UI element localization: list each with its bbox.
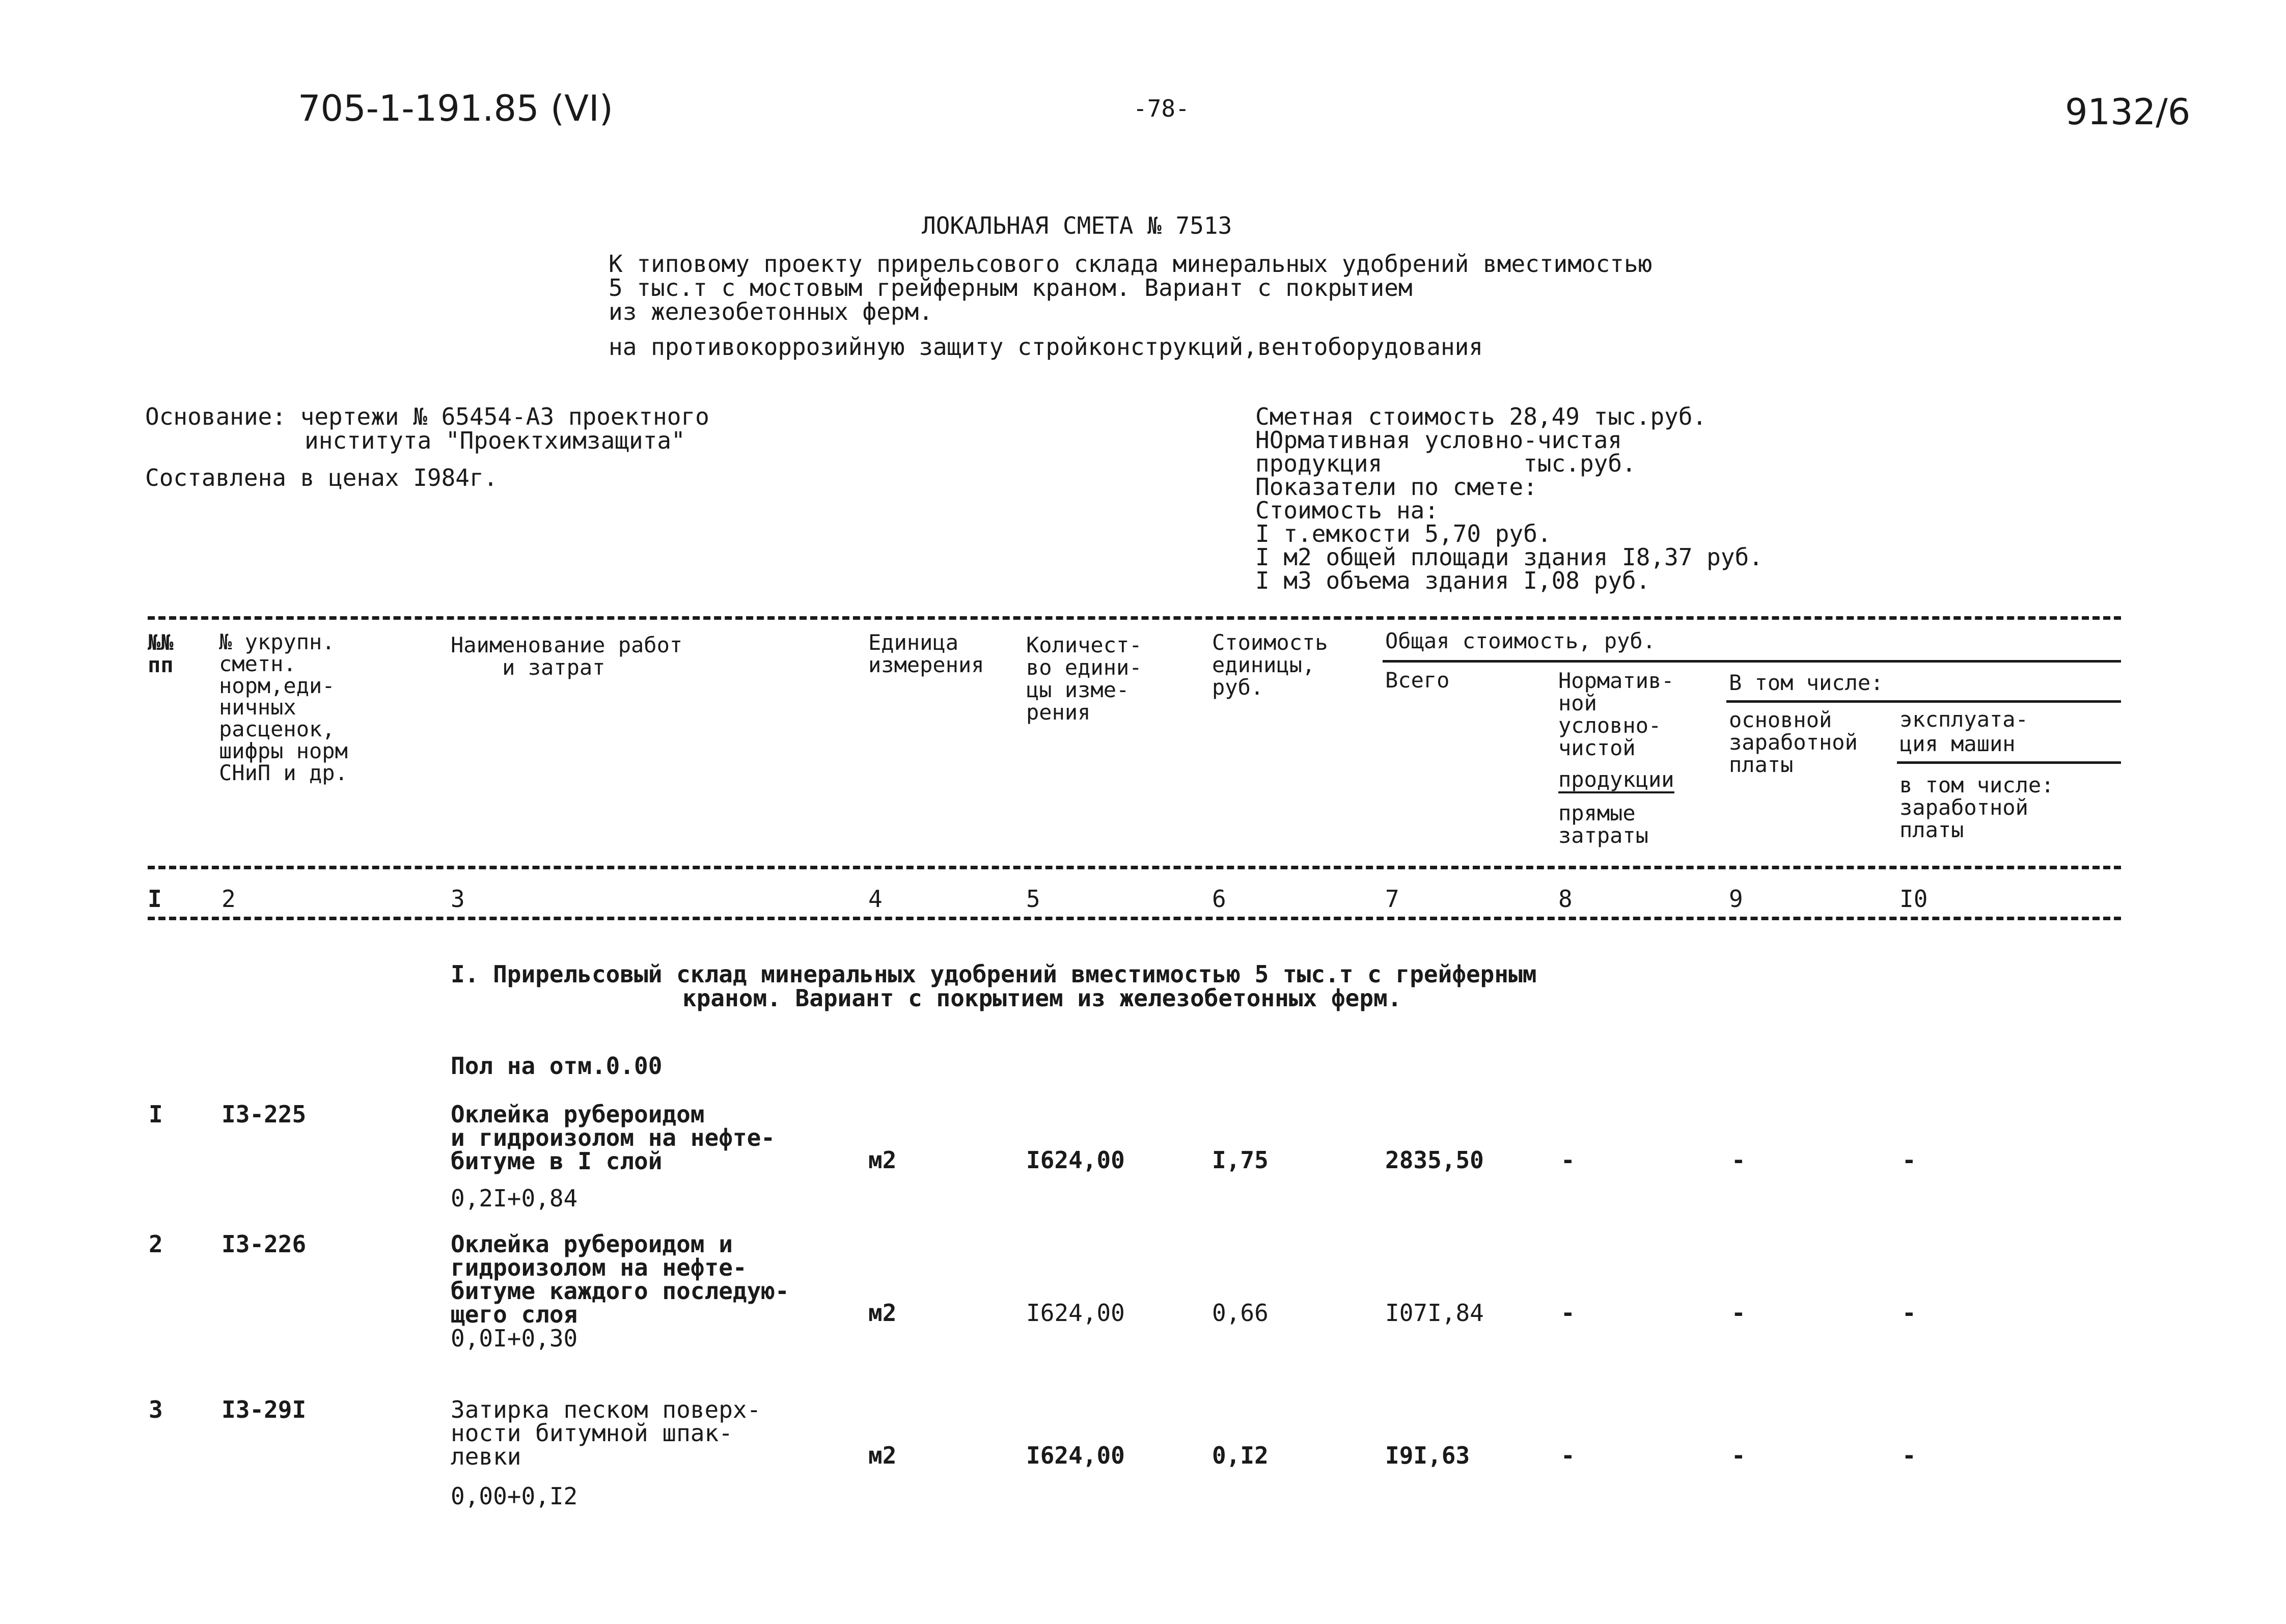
page-number: -78-	[1133, 95, 1190, 122]
summary-line-1: Сметная стоимость 28,49 тыс.руб.	[1255, 403, 1707, 430]
basis-line-2: института "Проектхимзащита"	[305, 427, 685, 454]
header-col-8-direct: прямые затраты	[1558, 801, 1649, 848]
base-wages: -	[1731, 1299, 1746, 1327]
column-number-5: 5	[1026, 885, 1040, 913]
summary-line-6: I т.емкости 5,70 руб.	[1255, 520, 1552, 547]
column-number-4: 4	[868, 885, 883, 913]
header-col-2: № укрупн. сметн. норм,еди- ничных расценок, шифры норм СНиП и др.	[219, 629, 348, 785]
header-bottom-rule	[148, 866, 2121, 869]
unit-cost: 0,I2	[1212, 1442, 1269, 1469]
row-number: I	[149, 1100, 163, 1128]
unit-price-formula: 0,2I+0,84	[451, 1185, 578, 1212]
machine-operation: -	[1902, 1299, 1916, 1327]
machines-rule	[1897, 761, 2121, 764]
title-line-3: из железобетонных ферм.	[609, 298, 933, 325]
column-number-9: 9	[1729, 885, 1743, 913]
summary-line-7: I м2 общей площади здания I8,37 руб.	[1255, 543, 1763, 571]
machine-operation: -	[1902, 1442, 1916, 1469]
basis-line-1: Основание: чертежи № 65454-АЗ проектного	[145, 403, 709, 430]
summary-line-3: продукция тыс.руб.	[1255, 450, 1636, 477]
normative-production: -	[1561, 1442, 1575, 1469]
header-col-6: Стоимость единицы, руб.	[1212, 630, 1328, 700]
header-col-9: основной заработной платы	[1729, 707, 1858, 778]
title-line-1: К типовому проекту прирельсового склада минеральных удобрений вместимостью	[609, 250, 1652, 278]
column-number-3: 3	[451, 885, 465, 913]
unit-cost: 0,66	[1212, 1299, 1269, 1327]
sheet-code: 9132/6	[2065, 91, 2191, 133]
column-number-1: I	[148, 885, 162, 913]
column-number-6: 6	[1212, 885, 1226, 913]
quantity: I624,00	[1026, 1442, 1125, 1469]
base-wages: -	[1731, 1146, 1746, 1174]
norm-code: I3-226	[222, 1230, 307, 1258]
section-heading-line-1: I. Прирельсовый склад минеральных удобрений вместимостью 5 тыс.т с грейферным	[451, 960, 1537, 988]
column-number-10: I0	[1899, 885, 1928, 913]
summary-line-4: Показатели по смете:	[1255, 473, 1537, 501]
header-col-3: Наименование работ и затрат	[451, 632, 683, 680]
project-code: 705-1-191.85 (VI)	[298, 88, 613, 129]
norm-code: I3-225	[222, 1100, 307, 1128]
work-name: Оклейка рубероидом и гидроизолом на нефте- битуме в I слой	[451, 1100, 775, 1175]
column-number-2: 2	[222, 885, 236, 913]
header-including: В том числе:	[1729, 670, 1884, 695]
header-col-1: №№ пп	[148, 630, 174, 678]
unit: м2	[868, 1299, 897, 1327]
column-number-rule	[148, 917, 2121, 920]
header-col-8: Норматив- ной условно- чистой	[1558, 668, 1674, 761]
header-col-7: Всего	[1385, 668, 1450, 693]
column-number-7: 7	[1385, 885, 1399, 913]
normative-production: -	[1561, 1299, 1575, 1327]
title-purpose: на противокоррозийную защиту стройконструкций,вентоборудования	[609, 333, 1483, 361]
header-col-5: Количест- во едини- цы изме- рения	[1026, 632, 1142, 725]
base-wages: -	[1731, 1442, 1746, 1469]
title-line-2: 5 тыс.т с мостовым грейферным краном. Вариант с покрытием	[609, 274, 1413, 301]
row-number: 2	[149, 1230, 163, 1258]
summary-line-8: I м3 объема здания I,08 руб.	[1255, 567, 1650, 594]
header-col-8-production: продукции	[1558, 769, 1674, 793]
unit: м2	[868, 1146, 897, 1174]
including-rule	[1726, 700, 2121, 703]
prices-year: Составлена в ценах I984г.	[145, 464, 498, 491]
norm-code: I3-29I	[222, 1396, 307, 1423]
work-name: Затирка песком поверх- ности битумной шпак- левки	[451, 1396, 761, 1470]
column-number-8: 8	[1558, 885, 1573, 913]
row-number: 3	[149, 1396, 163, 1423]
machine-operation: -	[1902, 1146, 1916, 1174]
normative-production: -	[1561, 1146, 1575, 1174]
unit-price-formula: 0,0I+0,30	[451, 1325, 578, 1352]
unit-price-formula: 0,00+0,I2	[451, 1482, 578, 1510]
summary-line-2: НОрмативная условно-чистая	[1255, 426, 1622, 454]
section-heading-line-2: краном. Вариант с покрытием из железобетонных ферм.	[682, 984, 1402, 1012]
document-heading: ЛОКАЛЬНАЯ СМЕТА № 7513	[922, 212, 1232, 239]
work-name: Оклейка рубероидом и гидроизолом на нефте- битуме каждого последую- щего слоя	[451, 1230, 789, 1328]
summary-line-5: Стоимость на:	[1255, 497, 1439, 524]
quantity: I624,00	[1026, 1146, 1125, 1174]
total-cost: 2835,50	[1385, 1146, 1484, 1174]
header-col-10-line-1: эксплуата-	[1899, 707, 2028, 732]
unit: м2	[868, 1442, 897, 1469]
header-col-4: Единица измерения	[868, 630, 984, 678]
header-col-10-line-2: ция машин	[1899, 731, 2016, 756]
total-cost: I07I,84	[1385, 1299, 1484, 1327]
header-col-10-sub: в том числе: заработной платы	[1899, 773, 2054, 843]
total-cost: I9I,63	[1385, 1442, 1470, 1469]
table-top-rule	[148, 616, 2121, 620]
header-total-cost: Общая стоимость, руб.	[1385, 628, 1656, 653]
quantity: I624,00	[1026, 1299, 1125, 1327]
total-cost-rule	[1383, 660, 2121, 663]
unit-cost: I,75	[1212, 1146, 1269, 1174]
subsection-heading: Пол на отм.0.00	[451, 1052, 663, 1080]
